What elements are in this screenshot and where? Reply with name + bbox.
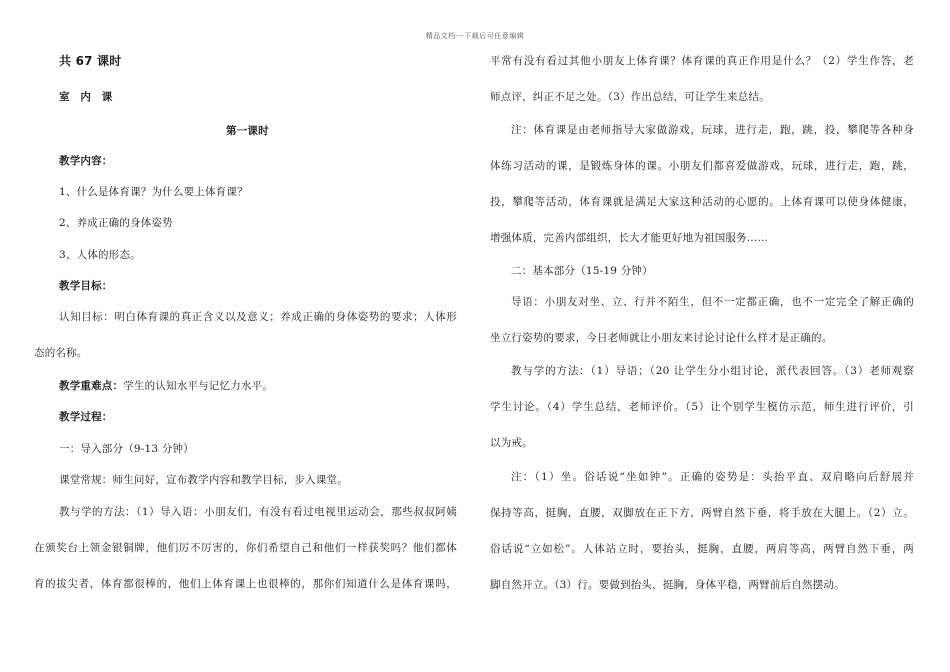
right-line-16: 脚自然开立。（3）行。要做到抬头，挺胸，身体平稳，两臂前后自然摆动。 xyxy=(490,579,845,591)
content-item-2: 2、养成正确的身体姿势 xyxy=(59,217,173,229)
right-line-3: 注：体育课是由老师指导大家做游戏，玩球，进行走，跑，跳，投，攀爬等各种身 xyxy=(511,124,914,136)
goals-text-line-2: 态的名称。 xyxy=(34,347,88,359)
right-line-14: 保持等高，挺胸，直腰，双脚放在正下方，两臂自然下垂，将手放在大腿上。（2）立。 xyxy=(490,507,914,519)
goals-text-line-1: 认知目标：明白体育课的真正含义以及意义；养成正确的身体姿势的要求；人体形 xyxy=(59,311,457,323)
method-line-1: 教与学的方法：（1）导入语：小朋友们，有没有看过电视里运动会，那些叔叔阿姨 xyxy=(59,506,457,518)
method-line-2: 在颁奖台上领金银铜牌，他们厉不厉害的，你们希望自己和他们一样获奖吗？他们都体 xyxy=(34,542,457,554)
right-line-15: 俗话说“立如松”。人体站立时，要抬头，挺胸，直腰，两肩等高，两臂自然下垂，两 xyxy=(490,543,914,555)
right-line-12: 以为戒。 xyxy=(490,437,533,449)
content-item-1: 1、什么是体育课？为什么要上体育课？ xyxy=(59,186,248,198)
part-1-heading: 一：导入部分（9-13 分钟） xyxy=(59,443,194,455)
difficulty-row xyxy=(59,379,273,393)
right-line-11: 学生讨论。（4）学生总结，老师评价。（5）让个别学生模仿示范，师生进行评价，引 xyxy=(490,401,914,413)
method-line-3: 育的拔尖者，体育都很棒的，他们上体育课上也很棒的，那你们知道什么是体育课吗， xyxy=(34,578,457,590)
content-item-3: 3、人体的形态。 xyxy=(59,249,141,261)
right-line-10: 教与学的方法：（1）导语；（20 让学生分小组讨论，派代表回答。（3）老师观察 xyxy=(511,365,914,377)
right-line-5: 投，攀爬等活动，体育课就是满足大家这种活动的心愿的。上体育课可以使身体健康， xyxy=(490,196,914,208)
right-line-9: 坐立行姿势的要求，今日老师就让小朋友来讨论讨论什么样才是正确的。 xyxy=(490,332,833,344)
section-title: 室 内 课 xyxy=(59,91,113,103)
header-note: 精品文档---下载后可任意编辑 xyxy=(425,32,525,40)
right-line-2: 师点评，纠正不足之处。（3）作出总结，可让学生来总结。 xyxy=(490,91,770,103)
process-heading: 教学过程： xyxy=(59,411,113,423)
content-heading: 教学内容： xyxy=(59,155,113,167)
difficulty-label: 教学重难点： xyxy=(59,380,124,392)
right-line-4: 体练习活动的课，是锻炼身体的课。小朋友们都喜爱做游戏，玩球，进行走，跑，跳， xyxy=(490,160,914,172)
right-line-6: 增强体质，完善内部组织，长大才能更好地为祖国服务…… xyxy=(490,232,769,244)
right-line-13: 注：（1）坐。俗话说“坐如钟”。正确的姿势是：头抬平直、双肩略向后舒展并 xyxy=(511,471,914,483)
right-line-1: 平常有没有看过其他小朋友上体育课？体育课的真正作用是什么？（2）学生作答，老 xyxy=(490,55,914,67)
routine-text: 课堂常规：师生问好，宣布教学内容和教学目标，步入课堂。 xyxy=(59,474,348,486)
lesson-title: 第一课时 xyxy=(226,125,269,137)
goals-heading: 教学目标： xyxy=(59,280,113,292)
part-2-heading: 二：基本部分（15-19 分钟） xyxy=(511,265,653,277)
right-line-8: 导语：小朋友对坐、立、行并不陌生，但不一定都正确，也不一定完全了解正确的 xyxy=(511,296,914,308)
difficulty-text: 学生的认知水平与记忆力水平。 xyxy=(123,380,274,392)
total-periods: 共 67 课时 xyxy=(59,54,122,68)
